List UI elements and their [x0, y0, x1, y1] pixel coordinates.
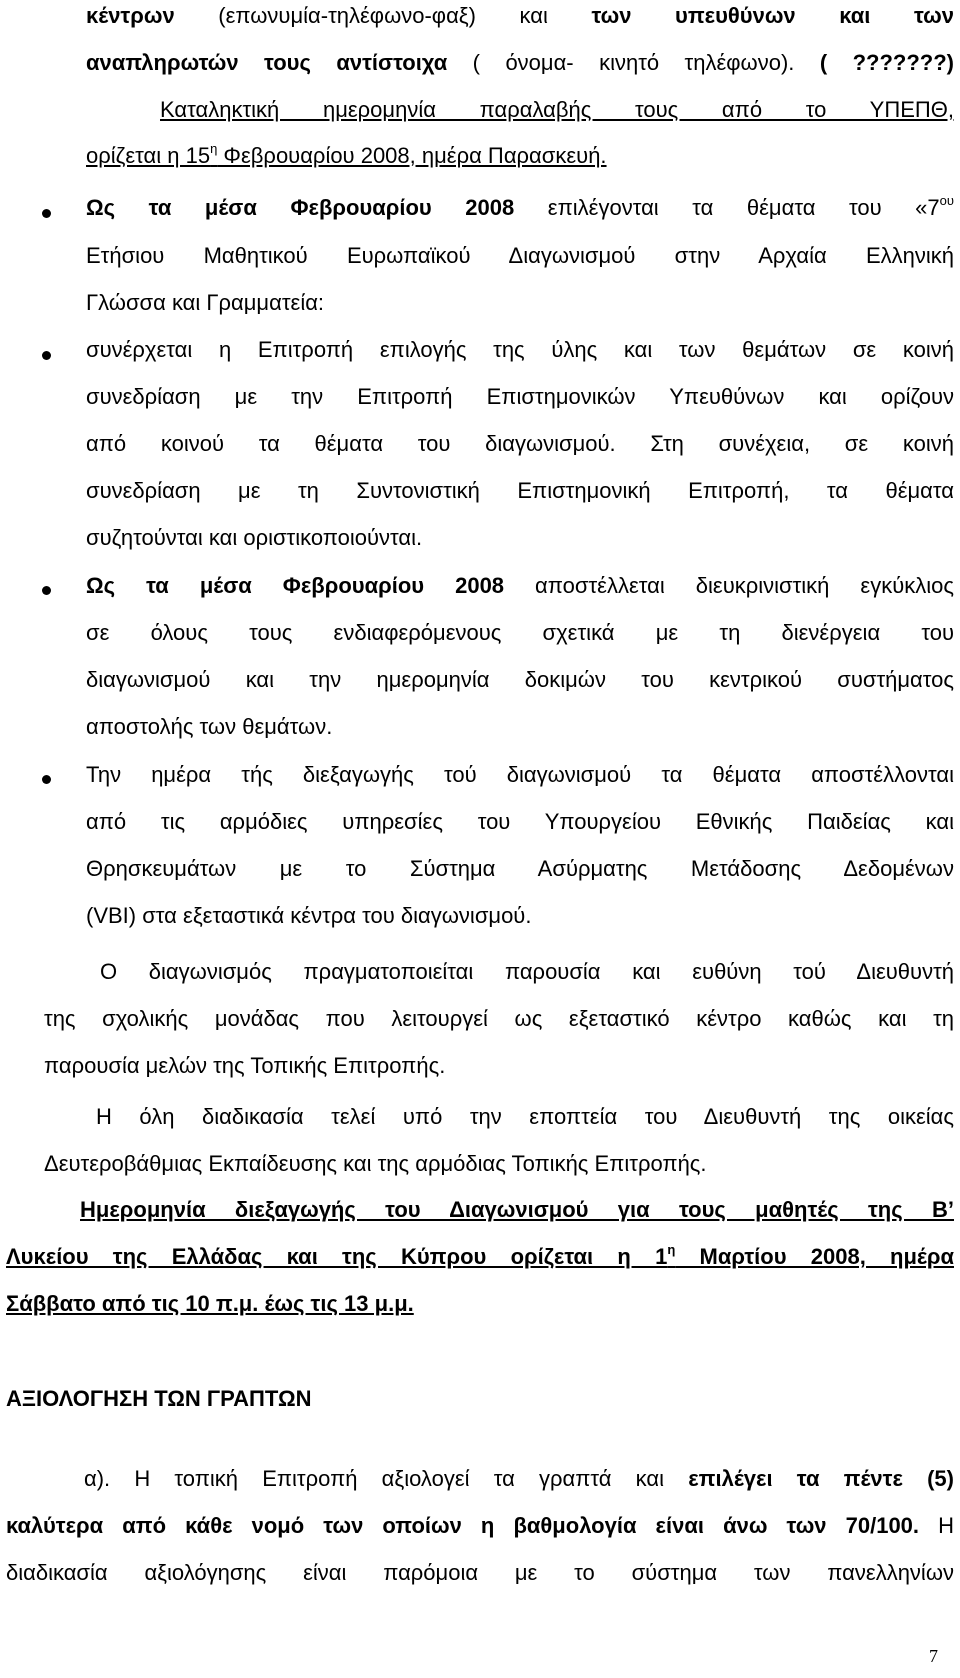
text-line: Η όλη διαδικασία τελεί υπό την εποπτεία του Διευθυντή της οικείας — [96, 1104, 954, 1129]
text-line: (VBI) στα εξεταστικά κέντρα του διαγωνισμού. — [86, 903, 532, 928]
text-line: Θρησκευμάτων με το Σύστημα Ασύρματης Μετάδοσης Δεδομένων — [86, 856, 954, 881]
text-span: Λυκείου της Ελλάδας και της Κύπρου ορίζεται η 1 — [6, 1244, 668, 1269]
ordinal-suffix: ου — [939, 193, 954, 208]
page-number: 7 — [929, 1646, 938, 1666]
bullet-icon — [42, 351, 51, 360]
text-line — [86, 49, 954, 79]
bold-text: Ως τα μέσα Φεβρουαρίου 2008 — [86, 573, 505, 598]
text-line: από τις αρμόδιες υπηρεσίες του Υπουργείου Εθνικής Παιδείας και — [86, 809, 954, 834]
ordinal-suffix: η — [210, 141, 218, 156]
text-line: αποστολής των θεμάτων. — [86, 714, 333, 739]
text-line: συνεδρίαση με τη Συντονιστική Επιστημονική Επιτροπή, τα θέματα — [86, 478, 954, 503]
bullet-icon — [42, 209, 51, 218]
bold-text: αναπληρωτών τους αντίστοιχα — [86, 50, 448, 75]
text-span: (επωνυμία-τηλέφωνο-φαξ) και — [174, 3, 592, 28]
text-span: ορίζεται η 15 — [86, 143, 211, 168]
text-line — [86, 572, 954, 602]
text-line: Ο διαγωνισμός πραγματοποιείται παρουσία και ευθύνη τού Διευθυντή — [100, 959, 954, 984]
bullet-icon — [42, 586, 51, 595]
text-line: συνεδρίαση με την Επιτροπή Επιστημονικών Υπευθύνων και ορίζουν — [86, 384, 954, 409]
text-line: Ετήσιου Μαθητικού Ευρωπαϊκού Διαγωνισμού στην Αρχαία Ελληνική — [86, 243, 954, 268]
text-line: της σχολικής μονάδας που λειτουργεί ως εξεταστικό κέντρο καθώς και τη — [44, 1006, 954, 1031]
text-line — [84, 1465, 954, 1495]
bold-text: κέντρων — [86, 3, 175, 28]
bold-text: Ως τα μέσα Φεβρουαρίου 2008 — [86, 195, 515, 220]
section-heading: ΑΞΙΟΛΟΓΗΣΗ ΤΩΝ ΓΡΑΠΤΩΝ — [6, 1386, 312, 1411]
deadline-line: Καταληκτική ημερομηνία παραλαβής τους από το ΥΠΕΠΘ, — [160, 97, 954, 122]
deadline-date-line — [86, 142, 960, 172]
text-span: ( όνομα- κινητό τηλέφωνο). — [447, 50, 820, 75]
text-span: Η — [919, 1513, 955, 1538]
text-span: αποστέλλεται διευκρινιστική εγκύκλιος — [504, 573, 954, 598]
date-notice-line: Ημερομηνία διεξαγωγής του Διαγωνισμού για τους μαθητές της Β’ — [80, 1197, 954, 1222]
date-notice-line — [6, 1243, 954, 1273]
text-line: Την ημέρα τής διεξαγωγής τού διαγωνισμού τα θέματα αποστέλλονται — [86, 762, 954, 787]
date-notice-line: Σάββατο από τις 10 π.μ. έως τις 13 μ.μ. — [6, 1291, 414, 1316]
text-line: διαγωνισμού και την ημερομηνία δοκιμών του κεντρικού συστήματος — [86, 667, 954, 692]
ordinal-suffix: η — [667, 1242, 676, 1257]
text-line: διαδικασία αξιολόγησης είναι παρόμοια με το σύστημα των πανελληνίων — [6, 1560, 954, 1585]
text-span: α). Η τοπική Επιτροπή αξιολογεί τα γραπτά και — [84, 1466, 689, 1491]
text-span: επιλέγονται τα θέματα του «7 — [514, 195, 940, 220]
bold-text: επιλέγει τα πέντε (5) — [688, 1466, 954, 1491]
bold-text: των υπευθύνων και των — [591, 3, 954, 28]
text-line — [6, 1512, 954, 1542]
text-line: συζητούνται και οριστικοποιούνται. — [86, 525, 423, 550]
text-span: Φεβρουαρίου 2008, ημέρα Παρασκευή. — [217, 143, 607, 168]
text-line: Δευτεροβάθμιας Εκπαίδευσης και της αρμόδιας Τοπικής Επιτροπής. — [44, 1151, 707, 1176]
text-line — [86, 2, 954, 32]
text-line: παρουσία μελών της Τοπικής Επιτροπής. — [44, 1053, 446, 1078]
bullet-icon — [42, 775, 51, 784]
text-line: Γλώσσα και Γραμματεία: — [86, 290, 325, 315]
text-line: συνέρχεται η Επιτροπή επιλογής της ύλης και των θεμάτων σε κοινή — [86, 337, 954, 362]
text-line: από κοινού τα θέματα του διαγωνισμού. Στη συνέχεια, σε κοινή — [86, 431, 954, 456]
text-line — [86, 194, 954, 224]
text-span: Μαρτίου 2008, ημέρα — [675, 1244, 954, 1269]
bold-text: ( ???????) — [819, 50, 954, 75]
bold-text: καλύτερα από κάθε νομό των οποίων η βαθμολογία είναι άνω των 70/100. — [6, 1513, 920, 1538]
text-line: σε όλους τους ενδιαφερόμενους σχετικά με τη διενέργεια του — [86, 620, 954, 645]
